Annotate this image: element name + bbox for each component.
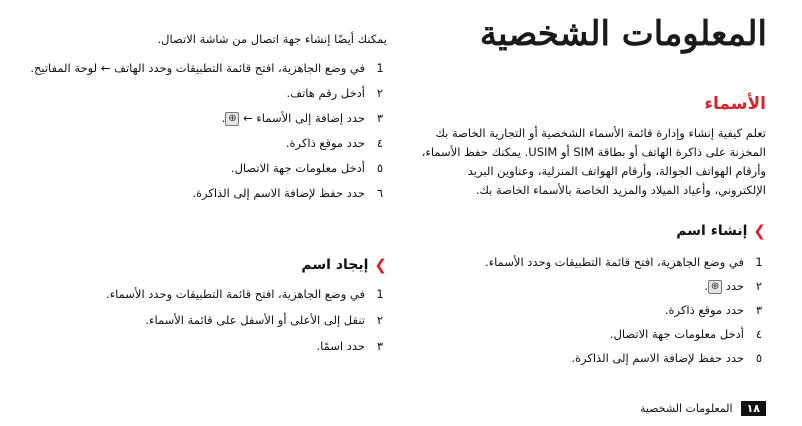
list-item: ٤ حدد موقع ذاكرة. bbox=[285, 136, 384, 150]
call-screen-steps bbox=[27, 60, 387, 202]
call-screen-intro: يمكنك أيضًا إنشاء جهة اتصال من شاشة الاتصال. bbox=[157, 32, 387, 46]
create-contact-heading: ❯ إنشاء اسم bbox=[676, 222, 766, 240]
page-title: المعلومات الشخصية bbox=[479, 14, 767, 54]
page-footer bbox=[640, 401, 766, 416]
list-item: ٢ أدخل رقم هاتف. bbox=[286, 86, 384, 100]
list-item: ٢ حدد ⊕. bbox=[704, 279, 763, 293]
list-item: ٢ تنقل إلى الأعلى أو الأسفل على قائمة الأسماء. bbox=[145, 313, 384, 327]
section-title-contacts: الأسماء bbox=[704, 94, 766, 114]
list-item: 1 في وضع الجاهزية، افتح قائمة التطبيقات وحدد الأسماء. bbox=[106, 287, 384, 301]
chevron-icon: ❯ bbox=[753, 222, 766, 240]
list-item: ٥ أدخل معلومات جهة الاتصال. bbox=[230, 161, 384, 175]
list-item: ٣ حدد إضافة إلى الأسماء ← ⊕. bbox=[221, 111, 384, 125]
list-item: ٥ حدد حفظ لإضافة الاسم إلى الذاكرة. bbox=[571, 351, 763, 365]
list-item: ٤ أدخل معلومات جهة الاتصال. bbox=[609, 327, 763, 341]
find-steps bbox=[27, 286, 387, 355]
list-item: 1 في وضع الجاهزية، افتح قائمة التطبيقات وحدد الأسماء. bbox=[485, 255, 763, 269]
list-item: ٣ حدد اسمًا. bbox=[316, 339, 384, 353]
find-contact-heading: ❯ إيجاد اسم bbox=[301, 256, 387, 274]
contacts-intro: تعلم كيفية إنشاء وإدارة قائمة الأسماء الشخصية أو التجارية الخاصة بك المخزنة على ذاكرة الهاتف أو بطاقة SIM أو USIM. يمكنك حفظ الأسماء، وأرقام الهواتف الجوالة، وأرقام الهواتف المنزلية، وعناوين البريد الإلكتروني، وأعياد الميلاد والمزيد الخاصة بالأسماء الخاصة بك. bbox=[421, 126, 766, 197]
add-contact-icon: ⊕ bbox=[225, 112, 239, 126]
chevron-icon: ❯ bbox=[374, 256, 387, 274]
list-item: 1 في وضع الجاهزية، افتح قائمة التطبيقات وحدد الهاتف ← لوحة المفاتيح. bbox=[30, 61, 384, 75]
add-contact-icon: ⊕ bbox=[708, 280, 722, 294]
create-steps bbox=[466, 254, 766, 367]
list-item: ٦ حدد حفظ لإضافة الاسم إلى الذاكرة. bbox=[192, 186, 384, 200]
list-item: ٣ حدد موقع ذاكرة. bbox=[664, 303, 763, 317]
footer-label: المعلومات الشخصية bbox=[639, 402, 733, 415]
page-number: ١٨ bbox=[741, 401, 766, 416]
